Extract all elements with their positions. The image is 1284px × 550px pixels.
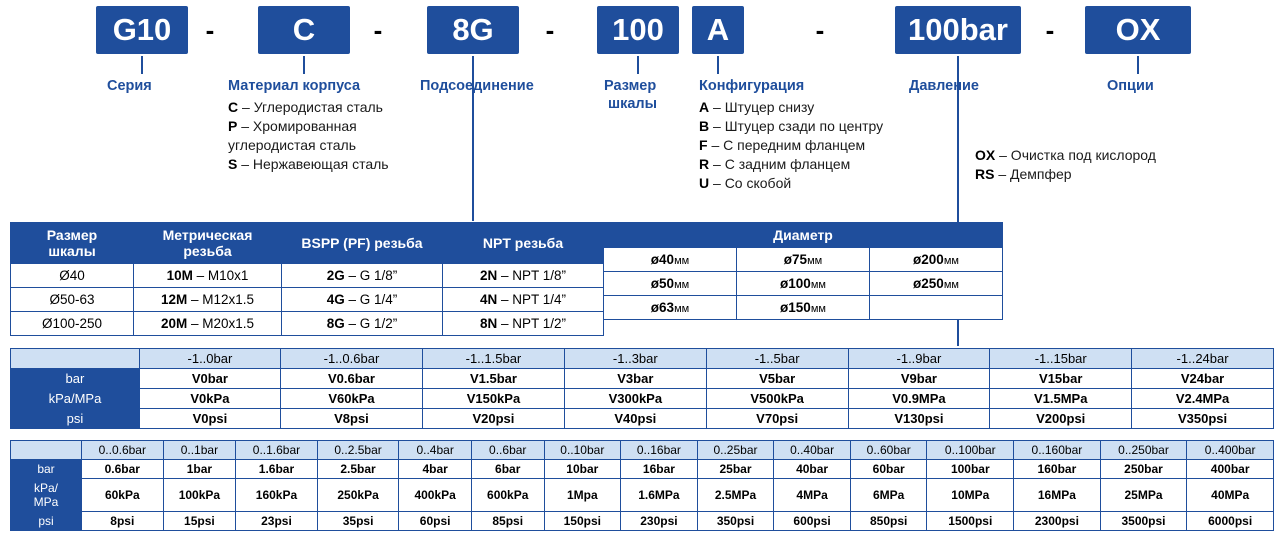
configuration-list xyxy=(699,98,959,193)
thread-cell: 8N – NPT 1/2” xyxy=(443,312,604,336)
label-series: Серия xyxy=(107,78,152,94)
vacuum-row-unit: kPa/MPa xyxy=(11,389,140,409)
vacuum-col-header: -1..0bar xyxy=(139,349,280,369)
diameter-cell: ø150мм xyxy=(737,296,870,320)
vacuum-col-header: -1..9bar xyxy=(848,349,990,369)
vacuum-cell: V70psi xyxy=(706,409,848,429)
vacuum-row-unit: bar xyxy=(11,369,140,389)
diameter-table-title-row xyxy=(604,223,1003,248)
table-row xyxy=(11,312,604,336)
thread-cell: 2G – G 1/8” xyxy=(282,264,443,288)
range-cell: 250bar xyxy=(1100,460,1187,479)
configuration-item-r: R – С задним фланцем xyxy=(699,156,851,172)
range-cell: 25bar xyxy=(697,460,774,479)
range-cell: 4MPa xyxy=(774,479,851,512)
range-cell: 2.5bar xyxy=(317,460,399,479)
vacuum-cell: V60kPa xyxy=(280,389,422,409)
range-cell: 40MPa xyxy=(1187,479,1274,512)
vacuum-cell: V130psi xyxy=(848,409,990,429)
vacuum-cell: V3bar xyxy=(564,369,706,389)
vacuum-col-header: -1..5bar xyxy=(706,349,848,369)
range-cell: 1500psi xyxy=(927,512,1014,531)
thread-table-header-row xyxy=(11,223,604,264)
vacuum-cell: V1.5bar xyxy=(422,369,564,389)
configuration-item-u: U – Со скобой xyxy=(699,175,792,191)
range-cell: 850psi xyxy=(850,512,927,531)
code-box-dial-size[interactable]: 100 xyxy=(597,6,679,54)
range-row-unit: bar xyxy=(11,460,82,479)
table-row xyxy=(604,272,1003,296)
diameter-cell: ø250мм xyxy=(870,272,1003,296)
vacuum-col-header: -1..0.6bar xyxy=(280,349,422,369)
vacuum-col-header: -1..24bar xyxy=(1132,349,1274,369)
label-options: Опции xyxy=(1107,78,1154,94)
vacuum-range-table xyxy=(10,348,1274,429)
vacuum-cell: V0kPa xyxy=(139,389,280,409)
thread-hdr-dial-1: Размер xyxy=(46,227,98,243)
vacuum-cell: V2.4MPa xyxy=(1132,389,1274,409)
range-cell: 2300psi xyxy=(1014,512,1101,531)
vacuum-cell: V40psi xyxy=(564,409,706,429)
vacuum-cell: V300kPa xyxy=(564,389,706,409)
vacuum-cell: V5bar xyxy=(706,369,848,389)
range-cell: 6MPa xyxy=(850,479,927,512)
vacuum-cell: V9bar xyxy=(848,369,990,389)
leader-line-options xyxy=(1137,56,1139,74)
label-body-material: Материал корпуса xyxy=(228,78,361,94)
table-row xyxy=(11,512,1274,531)
vacuum-cell: V15bar xyxy=(990,369,1132,389)
body-material-list xyxy=(228,98,428,174)
range-cell: 350psi xyxy=(697,512,774,531)
label-connection: Подсоединение xyxy=(420,78,534,94)
vacuum-cell: V350psi xyxy=(1132,409,1274,429)
vacuum-col-header: -1..15bar xyxy=(990,349,1132,369)
code-box-configuration[interactable]: A xyxy=(692,6,744,54)
range-cell: 160bar xyxy=(1014,460,1101,479)
vacuum-table-corner xyxy=(11,349,140,369)
thread-hdr-dial-2: шкалы xyxy=(48,243,96,259)
thread-table-col-metric xyxy=(134,223,282,264)
vacuum-cell: V1.5MPa xyxy=(990,389,1132,409)
thread-hdr-npt: NPT резьба xyxy=(482,235,564,251)
thread-hdr-metric-2: резьба xyxy=(183,243,232,259)
diameter-cell: ø200мм xyxy=(870,248,1003,272)
range-col-header: 0..160bar xyxy=(1014,441,1101,460)
range-cell: 10MPa xyxy=(927,479,1014,512)
thread-cell: Ø50-63 xyxy=(11,288,134,312)
table-row xyxy=(11,288,604,312)
range-col-header: 0..1bar xyxy=(163,441,236,460)
range-col-header: 0..10bar xyxy=(544,441,621,460)
table-row xyxy=(11,389,1274,409)
range-cell: 60bar xyxy=(850,460,927,479)
code-dash-3: - xyxy=(545,14,555,45)
range-cell: 60kPa xyxy=(82,479,164,512)
table-row xyxy=(11,460,1274,479)
range-col-header: 0..25bar xyxy=(697,441,774,460)
options-item-ox: OX – Очистка под кислород xyxy=(975,147,1156,163)
pressure-range-table xyxy=(10,440,1274,531)
range-col-header: 0..2.5bar xyxy=(317,441,399,460)
code-box-pressure[interactable]: 100bar xyxy=(895,6,1021,54)
range-cell: 1bar xyxy=(163,460,236,479)
range-cell: 600psi xyxy=(774,512,851,531)
vacuum-col-header: -1..3bar xyxy=(564,349,706,369)
range-cell: 1Mpa xyxy=(544,479,621,512)
table-row xyxy=(11,369,1274,389)
range-col-header: 0..16bar xyxy=(621,441,698,460)
range-cell: 250kPa xyxy=(317,479,399,512)
range-col-header: 0..40bar xyxy=(774,441,851,460)
range-cell: 35psi xyxy=(317,512,399,531)
range-row-unit: psi xyxy=(11,512,82,531)
range-cell: 25MPa xyxy=(1100,479,1187,512)
range-cell: 60psi xyxy=(399,512,472,531)
code-dash-1: - xyxy=(205,14,215,45)
range-col-header: 0..250bar xyxy=(1100,441,1187,460)
range-cell: 150psi xyxy=(544,512,621,531)
table-row xyxy=(604,248,1003,272)
table-row xyxy=(11,264,604,288)
diameter-cell: ø100мм xyxy=(737,272,870,296)
range-cell: 1.6bar xyxy=(236,460,318,479)
range-col-header: 0..400bar xyxy=(1187,441,1274,460)
label-dial-size-2: шкалы xyxy=(608,96,658,112)
range-col-header: 0..0.6bar xyxy=(82,441,164,460)
vacuum-cell: V0.9MPa xyxy=(848,389,990,409)
diameter-cell: ø40мм xyxy=(604,248,737,272)
vacuum-cell: V20psi xyxy=(422,409,564,429)
range-cell: 400bar xyxy=(1187,460,1274,479)
thread-cell: 20M – M20x1.5 xyxy=(134,312,282,336)
vacuum-cell: V0.6bar xyxy=(280,369,422,389)
label-pressure: Давление xyxy=(909,78,979,94)
thread-table-col-npt xyxy=(443,223,604,264)
diameter-table xyxy=(603,222,1003,320)
range-cell: 40bar xyxy=(774,460,851,479)
range-cell: 4bar xyxy=(399,460,472,479)
vacuum-col-header: -1..1.5bar xyxy=(422,349,564,369)
range-cell: 100kPa xyxy=(163,479,236,512)
thread-cell: 12M – M12x1.5 xyxy=(134,288,282,312)
range-col-header: 0..6bar xyxy=(471,441,544,460)
code-dash-2: - xyxy=(373,14,383,45)
code-box-series[interactable]: G10 xyxy=(96,6,188,54)
body-material-item-s: S – Нержавеющая сталь xyxy=(228,156,389,172)
diameter-cell: ø50мм xyxy=(604,272,737,296)
range-cell: 15psi xyxy=(163,512,236,531)
range-cell: 1.6MPa xyxy=(621,479,698,512)
range-table-corner xyxy=(11,441,82,460)
range-col-header: 0..4bar xyxy=(399,441,472,460)
leader-line-dial-size xyxy=(637,56,639,74)
range-cell: 400kPa xyxy=(399,479,472,512)
thread-table-col-dial xyxy=(11,223,134,264)
label-configuration: Конфигурация xyxy=(699,78,805,94)
body-material-item-p: P – Хромированная xyxy=(228,118,357,134)
code-box-connection[interactable]: 8G xyxy=(427,6,519,54)
range-cell: 16MPa xyxy=(1014,479,1101,512)
range-cell: 230psi xyxy=(621,512,698,531)
vacuum-cell: V0psi xyxy=(139,409,280,429)
range-cell: 600kPa xyxy=(471,479,544,512)
range-row-unit-line2: MPa xyxy=(33,495,59,509)
thread-cell: 10M – M10x1 xyxy=(134,264,282,288)
table-row xyxy=(11,479,1274,512)
thread-table-col-bspp xyxy=(282,223,443,264)
range-cell: 0.6bar xyxy=(82,460,164,479)
diameter-cell xyxy=(870,296,1003,320)
table-row xyxy=(11,409,1274,429)
thread-cell: 2N – NPT 1/8” xyxy=(443,264,604,288)
range-cell: 8psi xyxy=(82,512,164,531)
code-box-body-material[interactable]: C xyxy=(258,6,350,54)
thread-cell: 4G – G 1/4” xyxy=(282,288,443,312)
range-cell: 160kPa xyxy=(236,479,318,512)
range-cell: 85psi xyxy=(471,512,544,531)
thread-cell: 4N – NPT 1/4” xyxy=(443,288,604,312)
range-cell: 23psi xyxy=(236,512,318,531)
thread-hdr-bspp: BSPP (PF) резьба xyxy=(301,235,423,251)
vacuum-cell: V24bar xyxy=(1132,369,1274,389)
range-col-header: 0..60bar xyxy=(850,441,927,460)
vacuum-cell: V500kPa xyxy=(706,389,848,409)
range-cell: 16bar xyxy=(621,460,698,479)
leader-line-configuration xyxy=(717,56,719,74)
configuration-item-a: A – Штуцер снизу xyxy=(699,99,815,115)
code-dash-4: - xyxy=(815,14,825,45)
diameter-cell: ø75мм xyxy=(737,248,870,272)
thread-hdr-metric-1: Метрическая xyxy=(162,227,253,243)
vacuum-cell: V150kPa xyxy=(422,389,564,409)
thread-table xyxy=(10,222,604,336)
range-cell: 6000psi xyxy=(1187,512,1274,531)
leader-line-body-material xyxy=(303,56,305,74)
vacuum-row-unit: psi xyxy=(11,409,140,429)
range-col-header: 0..100bar xyxy=(927,441,1014,460)
table-row xyxy=(604,296,1003,320)
vacuum-table-header-row xyxy=(11,349,1274,369)
configuration-item-b: B – Штуцер сзади по центру xyxy=(699,118,884,134)
vacuum-cell: V8psi xyxy=(280,409,422,429)
vacuum-cell: V0bar xyxy=(139,369,280,389)
thread-cell: Ø40 xyxy=(11,264,134,288)
range-cell: 6bar xyxy=(471,460,544,479)
label-dial-size-1: Размер xyxy=(604,78,657,94)
diameter-table-title: Диаметр xyxy=(604,223,1003,248)
code-box-options[interactable]: OX xyxy=(1085,6,1191,54)
diameter-cell: ø63мм xyxy=(604,296,737,320)
range-row-unit-line1: kPa/ xyxy=(33,481,58,495)
range-cell: 3500psi xyxy=(1100,512,1187,531)
range-table-header-row xyxy=(11,441,1274,460)
thread-cell: Ø100-250 xyxy=(11,312,134,336)
range-row-unit xyxy=(11,479,82,512)
range-cell: 2.5MPa xyxy=(697,479,774,512)
code-dash-5: - xyxy=(1045,14,1055,45)
options-list xyxy=(975,146,1275,184)
options-item-rs: RS – Демпфер xyxy=(975,166,1072,182)
leader-line-series xyxy=(141,56,143,74)
range-cell: 10bar xyxy=(544,460,621,479)
thread-cell: 8G – G 1/2” xyxy=(282,312,443,336)
part-number-code-row xyxy=(0,6,1284,64)
configuration-item-f: F – С передним фланцем xyxy=(699,137,866,153)
body-material-item-p-cont: углеродистая сталь xyxy=(228,137,357,153)
body-material-item-c: C – Углеродистая сталь xyxy=(228,99,383,115)
range-cell: 100bar xyxy=(927,460,1014,479)
vacuum-cell: V200psi xyxy=(990,409,1132,429)
range-col-header: 0..1.6bar xyxy=(236,441,318,460)
